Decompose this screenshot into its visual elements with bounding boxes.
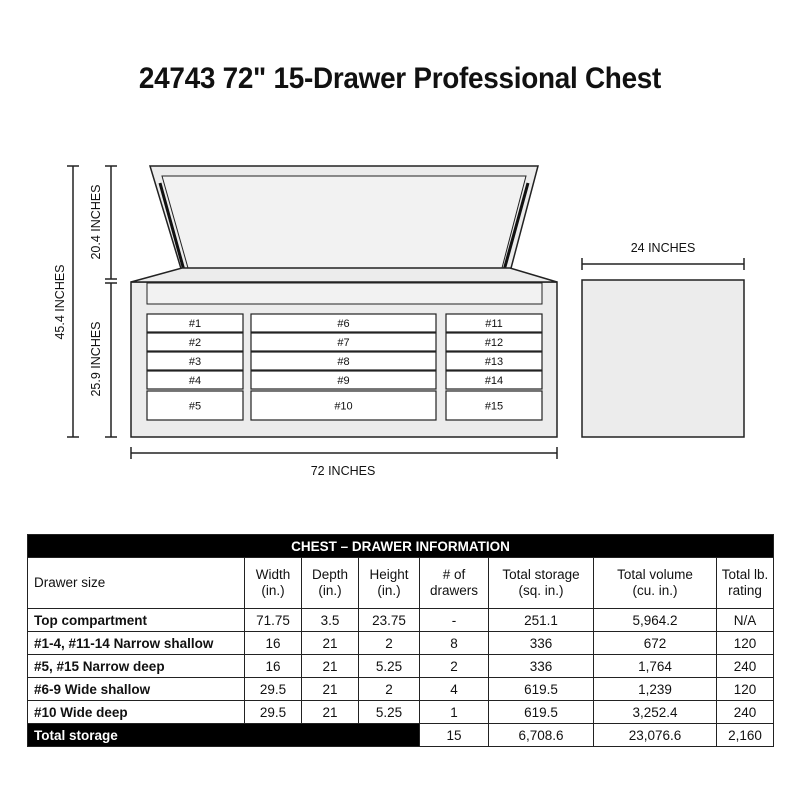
drawer-number-label: #12 <box>484 337 504 349</box>
drawer-number-label: #4 <box>188 375 202 387</box>
cell-width: 16 <box>245 632 302 655</box>
row-label: Top compartment <box>28 609 245 632</box>
total-count: 15 <box>420 724 489 747</box>
cell-height: 23.75 <box>359 609 420 632</box>
top-compartment-rim <box>147 283 542 304</box>
drawer-number-label: #10 <box>334 400 353 413</box>
cell-count: - <box>420 609 489 632</box>
drawer-number-label: #15 <box>484 400 504 413</box>
cell-storage: 336 <box>489 655 594 678</box>
col-header-depth: Depth (in.) <box>302 558 359 609</box>
total-rating: 2,160 <box>717 724 774 747</box>
total-row <box>28 724 774 747</box>
cell-volume: 1,239 <box>594 678 717 701</box>
cell-rating: 240 <box>717 701 774 724</box>
cell-depth: 21 <box>302 655 359 678</box>
drawer-number-label: #3 <box>188 356 202 368</box>
total-volume: 23,076.6 <box>594 724 717 747</box>
col-header-count: # of drawers <box>420 558 489 609</box>
cell-width: 71.75 <box>245 609 302 632</box>
drawer-number-label: #14 <box>484 375 504 387</box>
cell-height: 5.25 <box>359 701 420 724</box>
cell-volume: 672 <box>594 632 717 655</box>
cell-width: 29.5 <box>245 701 302 724</box>
drawer-number-label: #7 <box>337 337 350 349</box>
drawer-number-label: #8 <box>337 356 350 368</box>
table-row <box>28 701 774 724</box>
drawer-number-label: #6 <box>337 318 350 330</box>
cell-count: 4 <box>420 678 489 701</box>
overall-height-label: 45.4 INCHES <box>53 264 67 340</box>
cell-storage: 619.5 <box>489 678 594 701</box>
drawer-number-label: #9 <box>337 375 350 387</box>
cell-height: 2 <box>359 678 420 701</box>
cell-volume: 3,252.4 <box>594 701 717 724</box>
drawer-number-label: #2 <box>188 337 202 349</box>
col-header-size: Drawer size <box>28 558 245 609</box>
table-header-row <box>28 558 774 609</box>
width-label: 72 INCHES <box>310 464 376 478</box>
cell-depth: 21 <box>302 678 359 701</box>
cell-rating: 120 <box>717 632 774 655</box>
row-label: #5, #15 Narrow deep <box>28 655 245 678</box>
cell-volume: 1,764 <box>594 655 717 678</box>
table-row <box>28 678 774 701</box>
cell-height: 2 <box>359 632 420 655</box>
drawer-number-label: #11 <box>485 318 503 330</box>
cell-count: 8 <box>420 632 489 655</box>
lid-height-label: 20.4 INCHES <box>89 184 103 260</box>
row-label: #10 Wide deep <box>28 701 245 724</box>
col-header-volume: Total volume (cu. in.) <box>594 558 717 609</box>
cell-width: 29.5 <box>245 678 302 701</box>
chest-lid <box>150 166 538 274</box>
body-height-label: 25.9 INCHES <box>89 321 103 397</box>
table-row <box>28 632 774 655</box>
cell-depth: 21 <box>302 701 359 724</box>
drawer-number-label: #5 <box>188 400 202 413</box>
total-storage: 6,708.6 <box>489 724 594 747</box>
depth-label: 24 INCHES <box>630 241 696 255</box>
page-title: 24743 72" 15-Drawer Professional Chest <box>138 62 662 95</box>
table-row <box>28 655 774 678</box>
cell-rating: 120 <box>717 678 774 701</box>
cell-depth: 3.5 <box>302 609 359 632</box>
cell-volume: 5,964.2 <box>594 609 717 632</box>
cell-rating: 240 <box>717 655 774 678</box>
cell-depth: 21 <box>302 632 359 655</box>
drawer-number-label: #13 <box>484 356 504 368</box>
cell-storage: 619.5 <box>489 701 594 724</box>
col-header-height: Height (in.) <box>359 558 420 609</box>
cell-count: 2 <box>420 655 489 678</box>
drawer-info-table <box>27 534 774 747</box>
cell-width: 16 <box>245 655 302 678</box>
table-row <box>28 609 774 632</box>
cell-height: 5.25 <box>359 655 420 678</box>
drawer-number-label: #1 <box>188 318 202 330</box>
table-caption: CHEST – DRAWER INFORMATION <box>28 535 774 558</box>
col-header-rating: Total lb. rating <box>717 558 774 609</box>
row-label: #6-9 Wide shallow <box>28 678 245 701</box>
cell-count: 1 <box>420 701 489 724</box>
col-header-width: Width (in.) <box>245 558 302 609</box>
cell-storage: 251.1 <box>489 609 594 632</box>
cell-storage: 336 <box>489 632 594 655</box>
side-view <box>582 280 744 437</box>
col-header-storage: Total storage (sq. in.) <box>489 558 594 609</box>
total-label: Total storage <box>28 724 420 747</box>
row-label: #1-4, #11-14 Narrow shallow <box>28 632 245 655</box>
cell-rating: N/A <box>717 609 774 632</box>
